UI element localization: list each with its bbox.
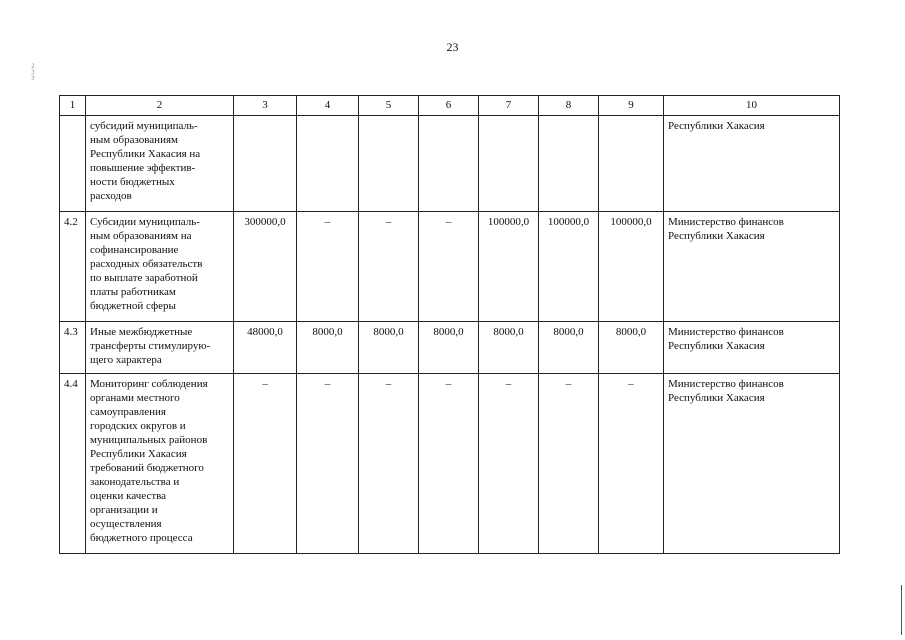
row-number	[60, 116, 86, 212]
column-header: 4	[297, 96, 359, 116]
table-row	[60, 116, 840, 212]
funding-value	[359, 116, 419, 212]
executor: Министерство финансов Республики Хакасия	[664, 374, 840, 554]
funding-value	[599, 116, 664, 212]
table-header-row	[60, 96, 840, 116]
funding-value: –	[419, 212, 479, 322]
funding-value: –	[539, 374, 599, 554]
executor: Министерство финансов Республики Хакасия	[664, 212, 840, 322]
funding-value: 100000,0	[599, 212, 664, 322]
funding-value: –	[359, 212, 419, 322]
column-header: 6	[419, 96, 479, 116]
table-body	[60, 116, 840, 554]
funding-value: 8000,0	[419, 322, 479, 374]
budget-table	[59, 95, 840, 554]
table-row	[60, 212, 840, 322]
funding-value: 48000,0	[234, 322, 297, 374]
measure-name: Иные межбюджетные трансферты стимулирую- щего характера	[86, 322, 234, 374]
executor: Министерство финансов Республики Хакасия	[664, 322, 840, 374]
row-number: 4.2	[60, 212, 86, 322]
funding-value: –	[297, 374, 359, 554]
funding-value: –	[359, 374, 419, 554]
scan-edge-line	[901, 585, 902, 635]
table-row	[60, 322, 840, 374]
row-number: 4.4	[60, 374, 86, 554]
page-number: 23	[446, 40, 459, 54]
funding-value: 100000,0	[539, 212, 599, 322]
margin-registration-mark: 2. 3 3	[31, 63, 37, 82]
column-header: 9	[599, 96, 664, 116]
funding-value: –	[479, 374, 539, 554]
funding-value: –	[419, 374, 479, 554]
column-header: 7	[479, 96, 539, 116]
funding-value: 8000,0	[297, 322, 359, 374]
funding-value: 100000,0	[479, 212, 539, 322]
funding-value: –	[297, 212, 359, 322]
table-row	[60, 374, 840, 554]
funding-value: –	[234, 374, 297, 554]
row-number: 4.3	[60, 322, 86, 374]
column-header: 1	[60, 96, 86, 116]
column-header: 2	[86, 96, 234, 116]
column-header: 10	[664, 96, 840, 116]
funding-value: –	[599, 374, 664, 554]
funding-value	[539, 116, 599, 212]
funding-value: 300000,0	[234, 212, 297, 322]
funding-value: 8000,0	[479, 322, 539, 374]
funding-value: 8000,0	[599, 322, 664, 374]
executor: Республики Хакасия	[664, 116, 840, 212]
column-header: 5	[359, 96, 419, 116]
measure-name: субсидий муниципаль- ным образованиям Республики Хакасия на повышение эффектив- ности бюджетных расходов	[86, 116, 234, 212]
funding-value: 8000,0	[359, 322, 419, 374]
funding-value: 8000,0	[539, 322, 599, 374]
funding-value	[419, 116, 479, 212]
measure-name: Субсидии муниципаль- ным образованиям на софинансирование расходных обязательств по выплате заработной платы работникам бюджетной сферы	[86, 212, 234, 322]
column-header: 8	[539, 96, 599, 116]
funding-value	[234, 116, 297, 212]
funding-value	[297, 116, 359, 212]
column-header: 3	[234, 96, 297, 116]
measure-name: Мониторинг соблюдения органами местного самоуправления городских округов и муниципальных районов Республики Хакасия требований бюджетного законодательства и оценки качества организации и осуществления бюджетного процесса	[86, 374, 234, 554]
funding-value	[479, 116, 539, 212]
